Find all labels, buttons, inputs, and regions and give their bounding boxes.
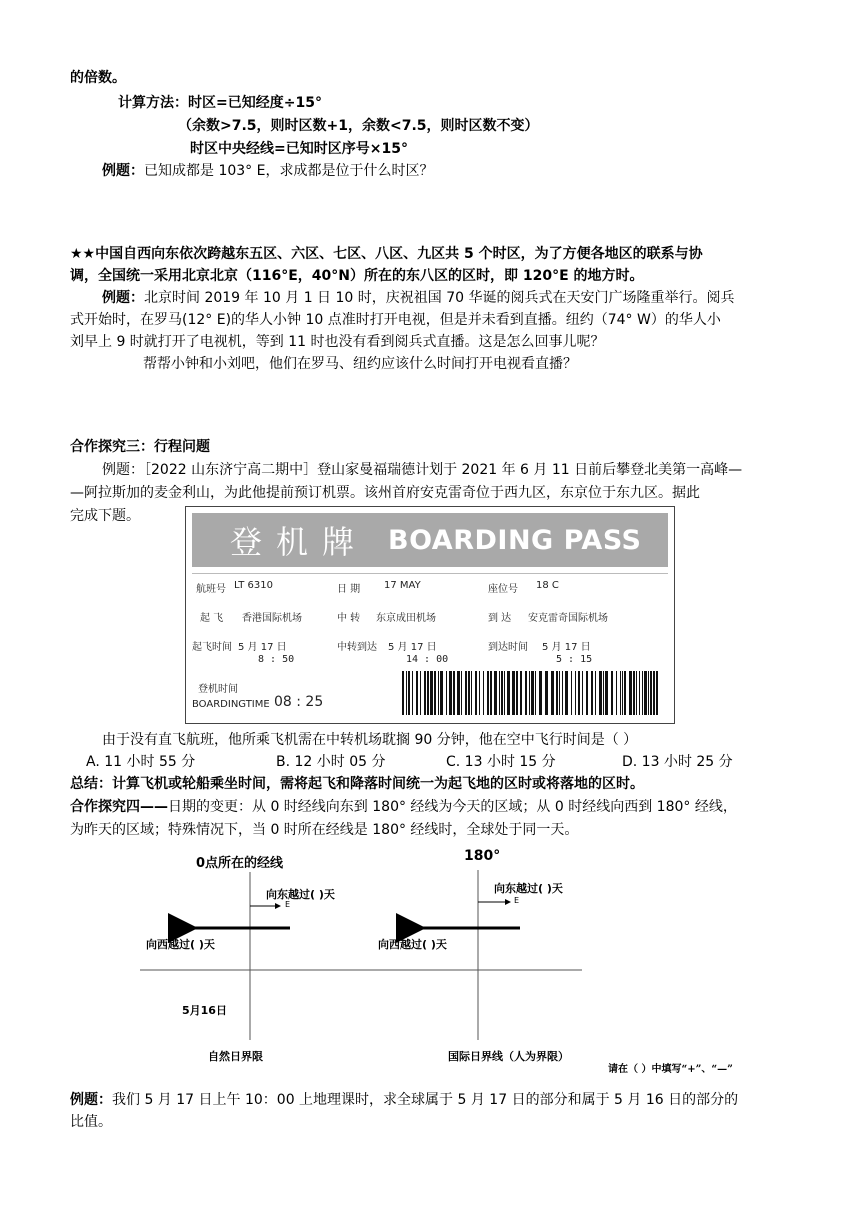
boarding-pass [185,506,675,724]
boarding-time-label-en: BOARDINGTIME [192,699,270,710]
left-west-label: 向西越过( )天 [146,938,215,951]
barcode-bar [633,671,635,715]
option-c: C. 13 小时 15 分 [446,754,556,770]
barcode-bar [412,671,413,715]
barcode-bar [402,671,404,715]
barcode-bar [644,671,647,715]
date-label: 5月16日 [182,1004,227,1017]
barcode-bar [620,671,621,715]
flight-label: 航班号 [196,584,226,595]
barcode-bar [420,671,421,715]
barcode-bar [535,671,536,715]
barcode-bar [624,671,626,715]
text-line: 比值。 [70,1114,112,1130]
text-line: —阿拉斯加的麦金利山，为此他提前预订机票。该州首府安克雷奇位于西九区，东京位于东九区。据此 [70,485,700,501]
barcode-bar [565,671,568,715]
barcode-bar [457,671,460,715]
barcode-image [402,671,662,715]
barcode-bar [531,671,534,715]
barcode-bar [424,671,426,715]
barcode-bar [430,671,433,715]
right-east-label: 向东越过( )天 [494,882,563,895]
barcode-bar [611,671,613,715]
barcode-bar [582,671,583,715]
barcode-bar [516,671,518,715]
boarding-time-label-cn: 登机时间 [198,684,238,695]
barcode-bar [408,671,410,715]
barcode-bar [453,671,455,715]
barcode-bar [653,671,655,715]
barcode-bar [520,671,522,715]
text-line [70,797,737,817]
left-e-mark: E [285,900,291,909]
question-text: 由于没有直飞航班，他所乘飞机需在中转机场耽搁 90 分钟，他在空中飞行时间是（ ） [102,732,638,748]
left-diagram-title: 0点所在的经线 [196,856,284,871]
dep-time: 8 : 50 [258,654,295,665]
barcode-bar [605,671,608,715]
left-east-label: 向东越过( )天 [266,888,335,901]
barcode-bar [416,671,418,715]
barcode-bar [499,671,500,715]
barcode-bar [487,671,489,715]
calc-method-formula: 时区=已知经度÷15° [188,95,322,111]
barcode-bar [449,671,452,715]
barcode-bar [571,671,572,715]
transit-time-label: 中转到达 [337,642,377,653]
barcode-bar [501,671,503,715]
barcode-bar [461,671,462,715]
text-line: 为昨天的区域；特殊情况下，当 0 时所在经线是 180° 经线时，全球处于同一天。 [70,822,579,838]
arr-time-date: 5 月 17 日 [542,642,591,653]
transit-value: 东京成田机场 [376,613,436,624]
arr-time: 5 : 15 [556,654,593,665]
depart-label: 起 飞 [200,613,224,624]
barcode-bar [616,671,617,715]
barcode-bar [440,671,443,715]
barcode-bar [591,671,593,715]
boarding-pass-title-cn: 登机牌 [230,523,369,561]
dep-time-date: 5 月 17 日 [238,642,287,653]
date-label: 日 期 [337,584,361,595]
dep-time-label: 起飞时间 [192,642,232,653]
boarding-pass-body [192,573,668,720]
boarding-pass-title-en: BOARDING PASS [388,525,642,556]
barcode-bar [406,671,407,715]
arrive-label: 到 达 [488,613,512,624]
seat-value: 18 C [536,580,559,591]
barcode-bar [551,671,554,715]
barcode-bar [465,671,467,715]
barcode-bar [599,671,602,715]
transit-time-date: 5 月 17 日 [388,642,437,653]
barcode-bar [595,671,596,715]
arrive-value: 安克雷奇国际机场 [528,613,608,624]
barcode-bar [642,671,643,715]
barcode-bar [603,671,604,715]
barcode-bar [475,671,477,715]
text-line [70,1090,738,1110]
barcode-bar [525,671,527,715]
barcode-bar [656,671,658,715]
barcode-bar [427,671,429,715]
barcode-bar [483,671,484,715]
diagram-lines [0,842,860,1082]
section-text: 日期的变更：从 0 时经线向东到 180° 经线为今天的区域；从 0 时经线向西到 180° 经线， [168,799,737,815]
barcode-bar [504,671,505,715]
calc-method-label: 计算方法： [118,95,188,111]
barcode-bar [545,671,548,715]
flight-value: LT 6310 [234,580,273,591]
barcode-bar [648,671,649,715]
text-line: 的倍数。 [70,70,126,86]
boarding-time: 08 : 25 [274,694,324,710]
right-e-mark: E [514,896,520,905]
text-line [102,288,734,308]
barcode-bar [622,671,623,715]
arr-time-label: 到达时间 [488,642,528,653]
natural-date-line-caption: 自然日界限 [208,1050,263,1063]
depart-value: 香港国际机场 [242,613,302,624]
text-line: 帮帮小钟和小刘吧，他们在罗马、纽约应该什么时间打开电视看直播？ [143,356,577,372]
barcode-bar [650,671,652,715]
seat-label: 座位号 [488,584,518,595]
barcode-bar [629,671,632,715]
summary-text: 总结：计算飞机或轮船乘坐时间，需将起飞和降落时间统一为起飞地的区时或将落地的区时。 [70,776,644,792]
barcode-bar [512,671,515,715]
barcode-bar [586,671,588,715]
barcode-bar [559,671,560,715]
barcode-bar [494,671,497,715]
option-b: B. 12 小时 05 分 [276,754,386,770]
barcode-bar [639,671,640,715]
transit-time: 14 : 00 [406,654,449,665]
international-date-line-caption: 国际日界线（人为界限） [448,1050,569,1063]
barcode-bar [575,671,576,715]
date-line-diagram [0,842,860,1082]
barcode-bar [479,671,480,715]
barcode-bar [468,671,470,715]
example-label: 例题： [70,1092,112,1108]
barcode-bar [539,671,542,715]
example-text: 北京时间 2019 年 10 月 1 日 10 时，庆祝祖国 70 华诞的阅兵式在天安门广场隆重举行。阅兵 [144,290,735,306]
option-d: D. 13 小时 25 分 [622,754,733,770]
text-line: 调，全国统一采用北京北京（116°E，40°N）所在的东八区的区时，即 120°E 的地方时。 [70,268,644,284]
barcode-bar [578,671,580,715]
text-line: 例题：［2022 山东济宁高二期中］登山家曼福瑞德计划于 2021 年 6 月 11 日前后攀登北美第一高峰— [102,462,743,478]
text-line: 时区中央经线=已知时区序号×15° [190,141,408,157]
barcode-bar [529,671,530,715]
date-value: 17 MAY [384,580,421,591]
barcode-bar [471,671,472,715]
fill-in-note: 请在（ ）中填写“+”、“—” [608,1064,733,1075]
right-diagram-title: 180° [464,848,501,864]
section-title: 合作探究四—— [70,799,168,815]
text-line: （余数>7.5，则时区数+1，余数<7.5，则时区数不变） [178,118,539,134]
text-line: 完成下题。 [70,508,140,524]
text-line: 式开始时，在罗马(12° E)的华人小钟 10 点准时打开电视，但是并未看到直播。纽约（74° W）的华人小 [70,312,721,328]
example-text: 已知成都是 103° E，求成都是位于什么时区？ [144,163,434,179]
text-line [102,161,433,181]
text-line: ★★中国自西向东依次跨越东五区、六区、七区、八区、九区共 5 个时区，为了方便各地区的联系与协 [70,246,703,262]
barcode-bar [438,671,439,715]
barcode-bar [562,671,563,715]
barcode-bar [507,671,510,715]
example-text: 我们 5 月 17 日上午 10：00 上地理课时，求全球属于 5 月 17 日的部分和属于 5 月 16 日的部分的 [112,1092,739,1108]
barcode-bar [556,671,558,715]
barcode-bar [446,671,447,715]
barcode-bar [434,671,436,715]
transit-label: 中 转 [337,613,361,624]
boarding-pass-header [192,513,668,567]
section-title: 合作探究三：行程问题 [70,439,210,455]
barcode-bar [490,671,492,715]
text-line: 刘早上 9 时就打开了电视机，等到 11 时也没有看到阅兵式直播。这是怎么回事儿呢？ [70,334,605,350]
example-label: 例题： [102,290,144,306]
text-line [118,93,322,113]
barcode-bar [636,671,637,715]
right-west-label: 向西越过( )天 [378,938,447,951]
option-a: A. 11 小时 55 分 [86,754,196,770]
example-label: 例题： [102,163,144,179]
